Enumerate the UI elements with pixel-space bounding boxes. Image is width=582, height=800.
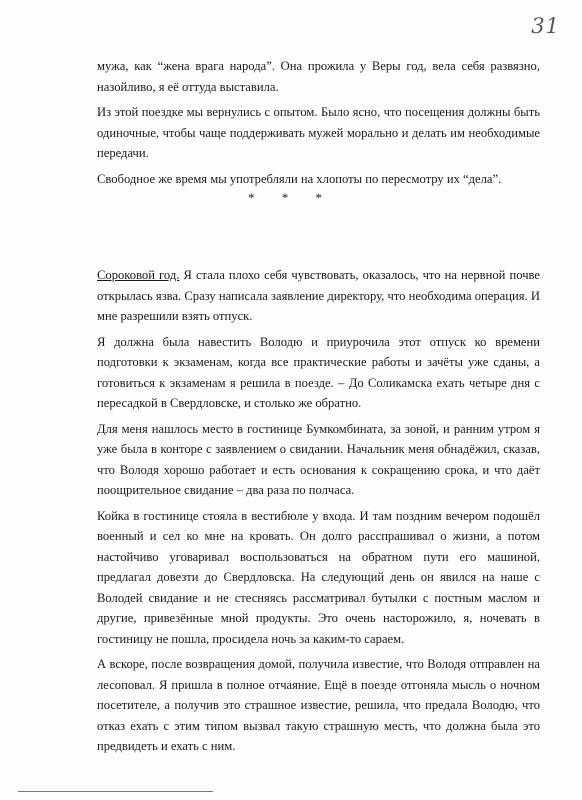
- paragraph-text: Я стала плохо себя чувствовать, оказалось, что на нервной почве открылась язва. Сразу написала заявление директору, что необходима операция. И мне разрешили взять отпуск.: [97, 268, 540, 323]
- paragraph: [97, 265, 540, 327]
- paragraph: Койка в гостинице стояла в вестибюле у входа. И там поздним вечером подошёл военный и сел ко мне на кровать. Он долго расспрашивал о жизни, а потом настойчиво уговаривал воспользоваться на обратном пути его машиной, предлагал довезти до Свердловска. На следующий день он явился на наше с Володей свидание и не стесняясь рассматривал бутылки с постным маслом и другие, привезённые мной продукты. Это очень насторожило, я, ночевать в гостиницу не пошла, просидела ночь за каким-то сараем.: [97, 508, 540, 646]
- paragraph: Из этой поездке мы вернулись с опытом. Было ясно, что посещения должны быть одиночные, чтобы чаще поддерживать мужей морально и делать им необходимые передачи.: [97, 105, 540, 160]
- section-separator: * * *: [248, 190, 334, 205]
- paragraph: А вскоре, после возвращения домой, получила известие, что Володя отправлен на лесоповал. Я пришла в полное отчаяние. Ещё в поезде отгоняла мысль о ночном посетителе, а получив это страшное известие, решила, что предала Володю, что отказ ехать с этим типом вызвал такую страшную месть, что должна была это предвидеть и ехать с ним.: [97, 657, 540, 753]
- text-block-top: [97, 56, 540, 194]
- paragraph: Я должна была навестить Володю и приурочила этот отпуск ко времени подготовки к экзаменам, когда все практические работы и зачёты уже сданы, а готовиться к экзаменам я решила в поезде. – До Соликамска ехать четыре дня с пересадкой в Свердловске, и столько же обратно.: [97, 334, 540, 410]
- text-block-main: [97, 265, 540, 762]
- page-number: 31: [531, 14, 560, 38]
- paragraph: Для меня нашлось место в гостинице Бумкомбината, за зоной, и ранним утром я уже была в конторе с заявлением о свидании. Начальник меня обнадёжил, сказав, что Володя хорошо работает и есть основания к сокращению срока, и что даёт поощрительное свидание – два раза по полчаса.: [97, 421, 540, 497]
- footer-rule: [18, 791, 213, 792]
- section-heading: Сороковой год.: [97, 268, 180, 282]
- paragraph: Свободное же время мы употребляли на хлопоты по пересмотру их “дела”.: [97, 171, 502, 186]
- paragraph: мужа, как “жена врага народа”. Она прожила у Веры год, вела себя развязно, назойливо, я её оттуда выставила.: [97, 59, 540, 94]
